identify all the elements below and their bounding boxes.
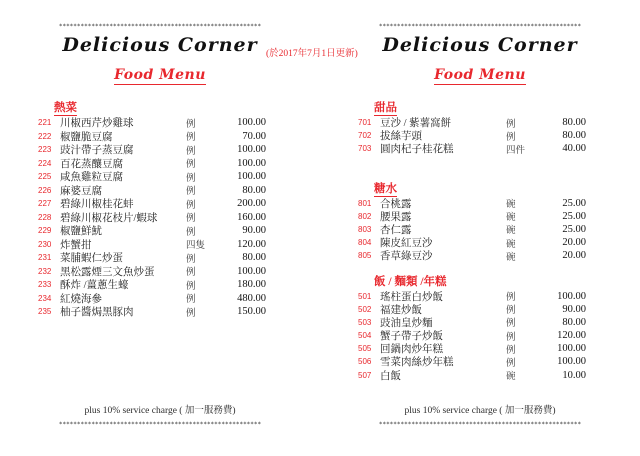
- menu-sections: [358, 98, 586, 381]
- item-number: 505: [358, 344, 372, 354]
- item-number: 502: [358, 304, 372, 314]
- menu-item-row: [358, 289, 586, 302]
- item-price: 20.00: [562, 250, 586, 262]
- item-unit: 例: [506, 132, 516, 143]
- item-number: 230: [38, 239, 52, 249]
- menu-item-row: [358, 248, 586, 261]
- item-price: 100.00: [237, 157, 266, 169]
- item-price: 480.00: [237, 292, 266, 304]
- item-price: 80.00: [242, 184, 266, 196]
- item-unit: 四隻: [186, 241, 206, 251]
- item-number: 233: [38, 280, 52, 289]
- item-unit: 例: [186, 160, 196, 170]
- star-divider-top: ********************************************************: [58, 23, 262, 30]
- item-number: 227: [38, 199, 52, 208]
- menu-section: [358, 179, 586, 262]
- item-name: 酥炸 /薑蔥生蠔: [60, 280, 129, 291]
- menu-item-row: [38, 304, 266, 318]
- item-unit: 例: [186, 254, 196, 265]
- menu-section: [358, 272, 586, 381]
- item-unit: 例: [186, 295, 196, 305]
- item-number: 507: [358, 370, 372, 380]
- item-price: 100.00: [557, 290, 586, 302]
- item-number: 701: [358, 118, 372, 127]
- item-price: 160.00: [237, 211, 266, 223]
- item-name: 香草綠豆沙: [380, 251, 433, 263]
- item-name: 黑松露煙三文魚炒蛋: [60, 266, 155, 278]
- item-price: 70.00: [242, 130, 266, 142]
- item-number: 226: [38, 185, 52, 195]
- item-name: 陳皮紅豆沙: [380, 238, 433, 250]
- menu-item-row: [358, 341, 586, 354]
- item-unit: 例: [506, 358, 516, 369]
- item-price: 120.00: [237, 238, 266, 250]
- item-name: 碧綠川椒花枝片/蝦球: [60, 212, 158, 224]
- menu-item-row: [358, 235, 586, 248]
- item-name: 白飯: [380, 370, 401, 382]
- item-number: 804: [358, 238, 372, 248]
- item-number: 503: [358, 317, 372, 327]
- menu-item-row: [358, 328, 586, 341]
- menu-item-row: [38, 129, 266, 143]
- menu-item-row: [38, 183, 266, 197]
- item-name: 福建炒飯: [380, 304, 422, 316]
- menu-item-row: [38, 291, 266, 305]
- item-number: 805: [358, 251, 372, 261]
- item-price: 25.00: [562, 223, 586, 235]
- star-divider-top: ********************************************************: [378, 23, 582, 30]
- menu-item-row: [38, 196, 266, 210]
- item-unit: 例: [186, 187, 196, 197]
- item-name: 瑤柱蛋白炒飯: [380, 291, 443, 303]
- menu-item-row: [38, 264, 266, 278]
- item-name: 菜脯蝦仁炒蛋: [60, 253, 123, 264]
- restaurant-title: Delicious Corner: [62, 34, 258, 56]
- item-price: 80.00: [562, 316, 586, 328]
- item-number: 223: [38, 145, 52, 154]
- item-unit: 例: [186, 268, 196, 278]
- star-divider-bottom: ********************************************************: [378, 421, 582, 428]
- item-unit: 例: [186, 227, 196, 238]
- item-price: 25.00: [562, 210, 586, 222]
- menu-subtitle-wrap: [0, 66, 320, 84]
- menu-item-row: [358, 222, 586, 235]
- item-name: 蟹子帶子炒飯: [380, 331, 443, 343]
- item-unit: 例: [186, 119, 196, 130]
- item-price: 100.00: [237, 265, 266, 277]
- item-unit: 例: [506, 345, 516, 356]
- item-unit: 碗: [506, 226, 516, 237]
- item-number: 506: [358, 357, 372, 367]
- menu-item-row: [38, 169, 266, 183]
- item-name: 碧綠川椒桂花蚌: [60, 199, 134, 210]
- item-unit: 例: [506, 119, 516, 130]
- item-unit: 例: [186, 308, 196, 319]
- item-unit: 例: [186, 173, 196, 184]
- item-number: 228: [38, 212, 52, 222]
- menu-item-row: [358, 315, 586, 328]
- item-price: 150.00: [237, 306, 266, 317]
- item-number: 222: [38, 131, 52, 141]
- menu-item-row: [38, 156, 266, 170]
- item-number: 702: [358, 131, 372, 141]
- item-name: 豆沙 / 紫薯窩餅: [380, 118, 452, 129]
- item-number: 224: [38, 158, 52, 168]
- menu-item-row: [38, 250, 266, 264]
- item-name: 圓肉杞子桂花糕: [380, 144, 454, 156]
- item-price: 200.00: [237, 198, 266, 209]
- item-price: 100.00: [237, 117, 266, 128]
- menu-item-row: [358, 209, 586, 222]
- menu-item-row: [358, 128, 586, 141]
- service-charge-note: plus 10% service charge ( 加一服務費): [404, 406, 556, 416]
- item-name: 柚子醬焗黑豚肉: [60, 307, 134, 318]
- restaurant-title: Delicious Corner: [382, 34, 578, 56]
- item-unit: 例: [186, 133, 196, 143]
- menu-item-row: [38, 142, 266, 156]
- item-unit: 例: [186, 281, 196, 292]
- service-charge-note: plus 10% service charge ( 加一服務費): [84, 406, 236, 416]
- item-name: 炸蟹拑: [60, 239, 92, 251]
- item-unit: 例: [506, 319, 516, 330]
- section-title: 糖水: [374, 180, 397, 197]
- section-title: 甜品: [374, 99, 397, 116]
- item-name: 椒鹽鮮魷: [60, 226, 102, 237]
- menu-item-row: [358, 196, 586, 209]
- item-price: 120.00: [557, 330, 586, 342]
- menu-item-row: [38, 223, 266, 237]
- item-price: 90.00: [242, 225, 266, 236]
- item-name: 拔絲芋頭: [380, 131, 422, 143]
- item-number: 232: [38, 266, 52, 276]
- item-unit: 例: [506, 306, 516, 317]
- section-title-row: [358, 98, 586, 115]
- section-title: 熱菜: [54, 99, 77, 116]
- item-name: 腰果露: [380, 211, 412, 223]
- item-name: 豉油皇炒麵: [380, 317, 433, 329]
- menu-page-right: [320, 0, 640, 456]
- menu-item-row: [358, 354, 586, 367]
- menu-item-row: [38, 277, 266, 291]
- item-price: 40.00: [562, 143, 586, 155]
- item-number: 803: [358, 224, 372, 234]
- menu-item-row: [358, 115, 586, 128]
- item-name: 百花蒸釀豆腐: [60, 158, 123, 170]
- item-price: 10.00: [562, 369, 586, 381]
- item-price: 100.00: [557, 356, 586, 368]
- item-name: 麻婆豆腐: [60, 185, 102, 197]
- section-title-row: [358, 179, 586, 196]
- item-name: 川椒西芹炒雞球: [60, 118, 134, 129]
- menu-section: [38, 98, 266, 318]
- item-name: 椒鹽脆豆腐: [60, 131, 113, 143]
- item-price: 80.00: [242, 252, 266, 263]
- item-number: 801: [358, 198, 372, 208]
- item-name: 豉汁帶子蒸豆腐: [60, 145, 134, 156]
- update-date-note: (於2017年7月1日更新): [266, 49, 358, 59]
- item-price: 100.00: [237, 144, 266, 155]
- item-name: 杏仁露: [380, 224, 412, 236]
- item-name: 回鍋肉炒年糕: [380, 344, 443, 356]
- menu-item-row: [38, 237, 266, 251]
- item-number: 221: [38, 118, 52, 127]
- menu-item-row: [358, 368, 586, 381]
- item-price: 90.00: [562, 303, 586, 315]
- menu-sections: [38, 98, 266, 318]
- star-divider-bottom: ********************************************************: [58, 421, 262, 428]
- menu-item-row: [38, 210, 266, 224]
- item-number: 501: [358, 291, 372, 301]
- menu-item-row: [38, 115, 266, 129]
- item-number: 225: [38, 172, 52, 181]
- item-number: 802: [358, 211, 372, 221]
- item-unit: 例: [186, 200, 196, 211]
- item-unit: 例: [506, 332, 516, 343]
- item-price: 180.00: [237, 279, 266, 290]
- item-price: 80.00: [562, 130, 586, 142]
- item-price: 100.00: [557, 343, 586, 355]
- item-unit: 四件: [506, 145, 526, 156]
- item-price: 20.00: [562, 237, 586, 249]
- item-number: 235: [38, 307, 52, 316]
- section-title-row: [358, 272, 586, 289]
- item-price: 100.00: [237, 171, 266, 182]
- item-unit: 例: [186, 214, 196, 224]
- section-title-row: [38, 98, 266, 115]
- item-name: 合桃露: [380, 198, 412, 210]
- item-name: 紅燒海參: [60, 293, 102, 305]
- menu-subtitle: Food Menu: [434, 67, 526, 83]
- item-unit: 碗: [506, 200, 516, 211]
- item-number: 229: [38, 226, 52, 235]
- item-number: 504: [358, 331, 372, 341]
- item-number: 234: [38, 293, 52, 303]
- item-unit: 碗: [506, 239, 516, 250]
- menu-item-row: [358, 302, 586, 315]
- menu-subtitle: Food Menu: [114, 67, 206, 83]
- menu-subtitle-wrap: [320, 66, 640, 84]
- item-unit: 例: [186, 146, 196, 157]
- item-name: 雪菜肉絲炒年糕: [380, 357, 454, 369]
- item-price: 80.00: [562, 117, 586, 128]
- item-unit: 例: [506, 293, 516, 303]
- item-number: 231: [38, 253, 52, 262]
- item-unit: 碗: [506, 252, 516, 263]
- item-unit: 碗: [506, 213, 516, 224]
- item-price: 25.00: [562, 197, 586, 209]
- item-unit: 碗: [506, 372, 516, 383]
- menu-item-row: [358, 141, 586, 154]
- item-name: 咸魚雞粒豆腐: [60, 172, 123, 183]
- menu-section: [358, 98, 586, 155]
- item-number: 703: [358, 144, 372, 154]
- section-title: 飯 / 麵類 /年糕: [374, 275, 447, 288]
